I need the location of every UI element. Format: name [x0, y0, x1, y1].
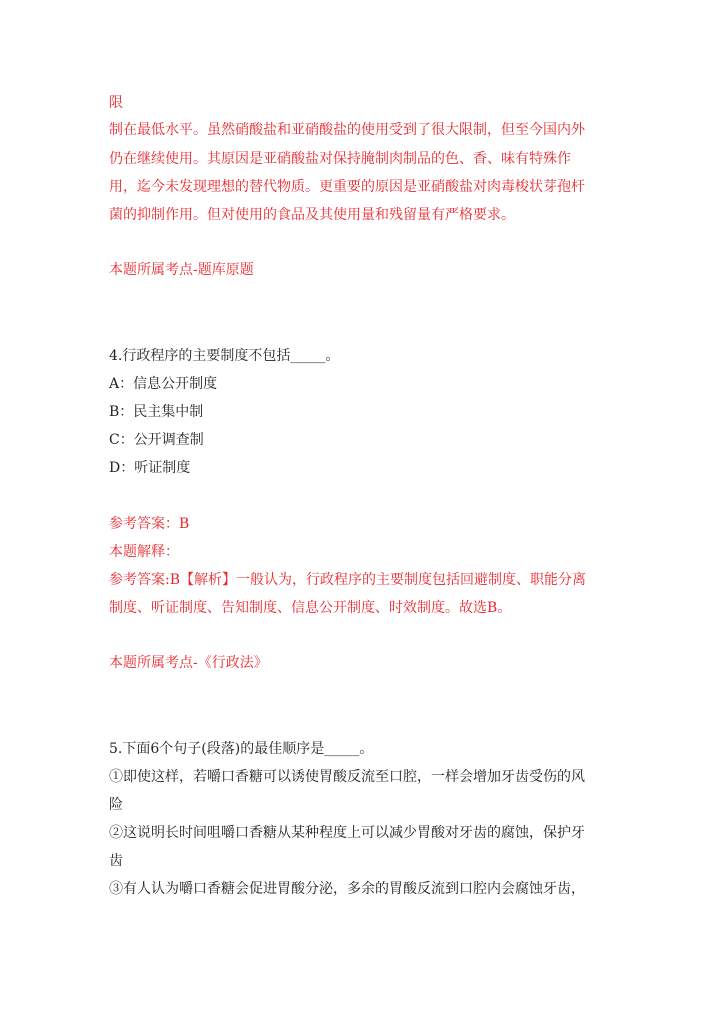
option-d: D：听证制度 [109, 460, 191, 476]
sentence-line: 齿 [109, 853, 123, 869]
sentence-line: ①即使这样，若嚼口香糖可以诱使胃酸反流至口腔，一样会增加牙齿受伤的风 [109, 769, 585, 785]
explanation-line: 仍在继续使用。其原因是亚硝酸盐对保持腌制肉制品的色、香、味有特殊作 [109, 151, 571, 167]
explanation-line: 制在最低水平。虽然硝酸盐和亚硝酸盐的使用受到了很大限制，但至今国内外 [109, 122, 585, 138]
explanation-line: 参考答案:B【解析】一般认为，行政程序的主要制度包括回避制度、职能分离 [109, 572, 587, 588]
sentence-line: ③有人认为嚼口香糖会促进胃酸分泌，多余的胃酸反流到口腔内会腐蚀牙齿， [109, 881, 585, 897]
question-4-text: 4.行政程序的主要制度不包括_____。 [109, 348, 340, 364]
option-a: A：信息公开制度 [109, 376, 218, 392]
question-5-text: 5.下面6个句子(段落)的最佳顺序是_____。 [109, 741, 374, 757]
option-b: B：民主集中制 [109, 404, 204, 420]
explain-label: 本题解释： [109, 544, 179, 560]
explanation-line: 限 [109, 95, 123, 111]
topic-label: 本题所属考点-《行政法》 [109, 655, 268, 671]
explanation-line: 菌的抑制作用。但对使用的食品及其使用量和残留量有严格要求。 [109, 207, 515, 223]
sentence-line: ②这说明长时间咀嚼口香糖从某种程度上可以减少胃酸对牙齿的腐蚀，保护牙 [109, 825, 585, 841]
topic-label: 本题所属考点-题库原题 [109, 262, 254, 278]
explanation-line: 用，迄今未发现理想的替代物质。更重要的原因是亚硝酸盐对肉毒梭状芽孢杆 [109, 179, 585, 195]
explanation-line: 制度、听证制度、告知制度、信息公开制度、时效制度。故选B。 [109, 600, 512, 616]
sentence-line: 险 [109, 797, 123, 813]
option-c: C：公开调查制 [109, 432, 204, 448]
answer-label: 参考答案：B [109, 516, 190, 532]
